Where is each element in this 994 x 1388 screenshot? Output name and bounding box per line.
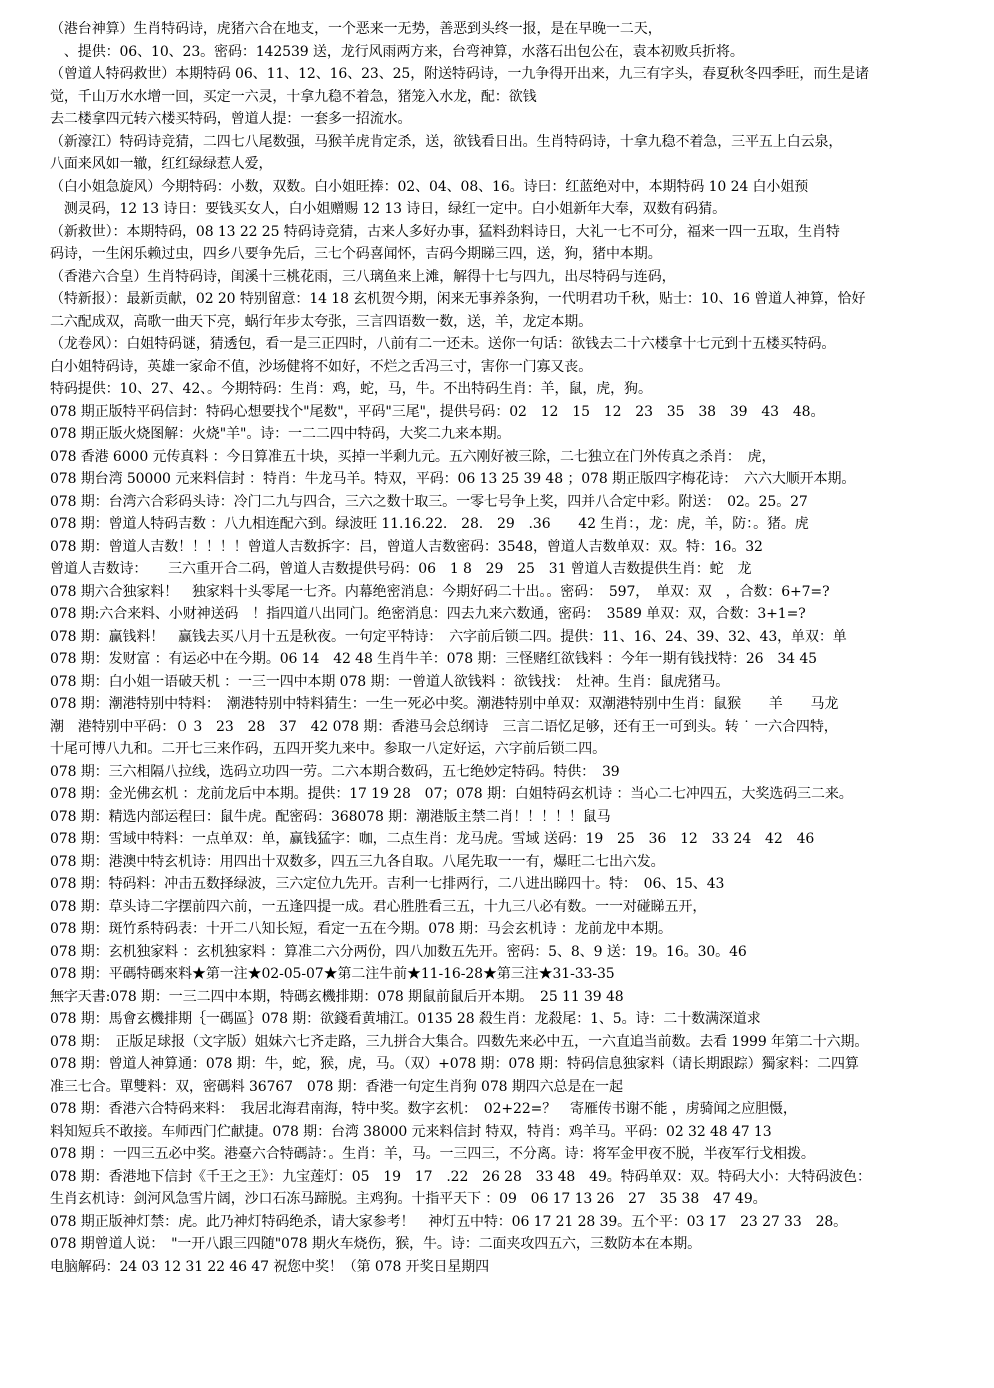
text-line: 潮 港特别中平码：０ 3 23 28 37 42 078 期：香港马会总纲诗 三言二语忆足够，还有王一可到头。转 ˙ 一六合四特，: [50, 718, 838, 735]
text-line: 觉，千山万水水增一回，买定一六灵，十拿九稳不着急，猪笼入水龙，配：欲钱: [50, 88, 537, 105]
text-line: 078 期台湾 50000 元来料信封 ：特肖：牛龙马羊。特双，平码：06 13 25 39 48 ；078 期正版四字梅花诗： 六六大顺开本期。: [50, 471, 856, 487]
text-line: 二六配成双，高歌一曲天下亮，蜗行年步太夸张，三言四语数一数，送，羊，龙定本期。: [50, 313, 593, 330]
text-line: 078 期正版神灯禁：虎。此乃神灯特码绝杀，请大家参考！ 神灯五中特：06 17 21 28 39。五个平：03 17 23 27 33 28。: [50, 1213, 848, 1230]
text-line: 078 期：曾道人吉数！！！！！曾道人吉数拆字：吕，曾道人吉数密码：3548，曾道人吉数单双：双。特：16。32: [50, 538, 763, 555]
text-line: 078 期曾道人说： "一开八跟三四随"078 期火车烧伤，猴，牛。诗：二面夹攻四五六，三数防本在本期。: [50, 1236, 702, 1252]
text-line: 078 期 ：一四三五必中奖。港臺六合特碼詩：。生肖：羊，马。一三四三，不分离。诗：将军金甲夜不脱，半夜军行戈相拨。: [50, 1146, 815, 1162]
text-line: 078 期：三六相隔八拉线，选码立功四一劳。二六本期合数码，五七绝妙定特码。特供： 39: [50, 763, 620, 780]
text-line: 特码提供：10、27、42、。今期特码：生肖：鸡，蛇，马，牛。不出特码生肖：羊，鼠，虎，狗。: [50, 381, 652, 397]
text-line: 078 期： 正版足球报（文字版）姐妹六七齐走路，三九拼合大集合。四数先来必中五，一六直追当前数。去看 1999 年第二十六期。: [50, 1033, 869, 1050]
text-line: 曾道人吉数诗： 三六重开合二码，曾道人吉数提供号码：06 1 8 29 25 31 曾道人吉数提供生肖：蛇 龙: [50, 561, 752, 577]
text-line: 078 期：雪域中特料：一点单双：单，赢钱猛字：咖，二点生肖：龙马虎。雪域 送码：19 25 36 12 33 24 42 46: [50, 831, 815, 847]
text-line: （新救世）：本期特码，08 13 22 25 特码诗竞猜，古来人多好办事，猛料劲料诗日，大礼一七不可分，福来一四一五取，生肖特: [50, 223, 840, 240]
text-line: 無字天書:078 期：一三二四中本期，特碼玄機排期：078 期鼠前鼠后开本期。 25 11 39 48: [50, 988, 624, 1005]
text-line: 078 期正版特平码信封：特码心想要找个"尾数"，平码"三尾"，提供号码：02 12 15 12 23 35 38 39 43 48。: [50, 403, 825, 420]
text-line: 078 期：香港地下信封《千王之王》：九宝莲灯：05 19 17 .22 26 28 33 48 49。特码单双：双。特码大小：大特码波色：: [50, 1168, 871, 1185]
text-line: 078 期：平碼特碼來料★第一注★02-05-07★第二注牛前★11-16-28★第三注★31-33-35: [50, 966, 615, 982]
text-line: （龙卷风）：白姐特码谜，猜透包，看一是三正四时，八前有二一还未。送你一句话：欲钱去二十六楼拿十七元到十五楼买特码。: [50, 336, 836, 352]
text-line: 码诗，一生闲乐赖过虫，四乡八要争先后，三七个码喜闻怀，吉码今期睇三四，送，狗，猪中本期。: [50, 246, 662, 262]
text-line: （港台神算）生肖特码诗，虎猪六合在地支，一个恶来一无势，善恶到头终一报，是在早晚一二天，: [50, 21, 662, 37]
text-line: 078 期：精选内部运程曰：鼠牛虎。配密码：368078 期：潮港版主禁二肖！！！！！鼠马: [50, 808, 611, 825]
text-line: 078 期：潮港特别中特料： 潮港特别中特料猜生：一生一死必中奖。潮港特别中单双：双潮港特别中生肖：鼠猴 羊 马龙: [50, 696, 839, 712]
text-line: 078 期：特码料：冲击五数择绿波，三六定位九先开。吉利一七排两行，二八进出睇四十。特： 06、15、43: [50, 876, 725, 892]
text-line: 十尾可博八九和。二开七三来作码，五四开奖九来中。参取一八定好运，六字前后锁二四。: [50, 741, 606, 757]
text-line: （曾道人特码救世）本期特码 06、11、12、16、23、25，附送特码诗，一九争得开出来，九三有字头，春夏秋冬四季旺，而生是诸: [50, 66, 869, 82]
text-line: 078 期：台湾六合彩码头诗：冷门二九与四合，三六之数十取三。一零七号争上奖，四并八合定中彩。附送： 02。25。27: [50, 493, 808, 510]
text-line: 去二楼拿四元转六楼买特码，曾道人提：一套多一招流水。: [50, 111, 412, 127]
text-line: 078 期:六合来料、小财神送码 ！指四道八出同门。绝密消息：四去九来六数通，密码： 3589 单双：双，合数：3+1=?: [50, 606, 806, 622]
text-line: 078 期：港澳中特玄机诗：用四出十双数多，四五三九各自取。八尾先取一一有，爆旺二七出六发。: [50, 853, 665, 870]
text-line: 电脑解码：24 03 12 31 22 46 47 祝您中奖！（第 078 开奖日星期四: [50, 1258, 490, 1275]
text-line: 准三七合。單雙料：双，密碼料 36767 078 期：香港一句定生肖狗 078 期四六总是在一起: [50, 1078, 623, 1095]
text-line: 078 香港 6000 元传真料 ：今日算准五十块，买掉一半剩九元。五六刚好被三除，二七独立在门外传真之杀肖： 虎，: [50, 448, 776, 465]
text-line: 078 期：斑竹系特码表：十开二八知长短，看定一五在今期。078 期：马会玄机诗 ：龙前龙中本期。: [50, 921, 672, 937]
text-line: 078 期正版火烧图解：火烧"羊"。诗：一二二四中特码，大奖二九来本期。: [50, 426, 511, 442]
text-line: 078 期六合独家料！ 独家料十头零尾一七齐。内幕绝密消息：今期好码二十出。。密码： 597， 单双：双 ，合数：6+7=?: [50, 583, 830, 600]
text-line: （特新报）：最新贡献，02 20 特别留意：14 18 玄机贺今期，闲来无事养条狗，一代明君功千秋，贴士：10、16 曾道人神算，恰好: [50, 291, 866, 307]
text-line: 生肖玄机诗：剑河风急雪片阔，沙口石冻马蹄脱。主鸡狗。十指平天下 ：09 06 17 13 26 27 35 38 47 49。: [50, 1191, 767, 1207]
text-line: 078 期：香港六合特码来料： 我居北海君南海，特中奖。数字玄机： 02+22=？ 寄雁传书谢不能 ，虏骑闻之应胆慑，: [50, 1101, 797, 1117]
text-line: 078 期：曾道人神算通：078 期：牛，蛇，猴，虎，马。（双）+078 期：078 期：特码信息独家料（请长期跟踪）獨家料：二四算: [50, 1056, 859, 1072]
text-line: 078 期：金光佛玄机 ：龙前龙后中本期。提供：17 19 28 07；078 期：白姐特码玄机诗 ：当心二七冲四五，大奖选码三二来。: [50, 786, 853, 802]
text-line: 078 期：玄机独家料 ：玄机独家料 ：算准二六分两份，四八加数五先开。密码：5、8、9 送：19。16。30。46: [50, 943, 747, 960]
text-line: 078 期：馬會玄機排期｛一碼區｝078 期：欲錢看黄埔江。0135 28 殺生肖：龙殺尾：1、5。诗：二十数满深道求: [50, 1011, 761, 1027]
text-line: 、提供：06、10、23。密码：142539 送，龙行风雨两方来，台弯神算，水落石出包公在，袁本初败兵折将。: [50, 43, 744, 60]
text-line: 078 期：白小姐一语破天机 ：一三一四中本期 078 期：一曾道人欲钱料 ：欲钱找： 灶神。生肖：鼠虎猪马。: [50, 673, 730, 690]
text-line: 078 期：草头诗二字摆前四六前，一五逢四提一成。君心胜胜看三五，十九三八必有数。一一对碰睇五开，: [50, 898, 707, 915]
text-line: （香港六合皇）生肖特码诗，闺溪十三桃花雨，三八璃鱼来上滩，解得十七与四九，出尽特码与连码，: [50, 268, 676, 285]
text-line: 078 期：发财富 ：有运必中在今期。06 14 42 48 生肖牛羊：078 期：三怪赌红欲钱料 ：今年一期有钱找特：26 34 45: [50, 651, 817, 667]
text-line: 八面来风如一辙，红红绿绿惹人爱，: [50, 156, 273, 172]
text-line: 078 期：赢钱料！ 赢钱去买八月十五是秋夜。一句定平特诗： 六字前后锁二四。提供：11、16、24、39、32、43，单双：单: [50, 628, 847, 645]
text-line: 测灵码，12 13 诗日：要钱买女人，白小姐赠赐 12 13 诗日，绿红一定中。白小姐新年大奉，双数有码猜。: [50, 201, 727, 217]
text-line: 白小姐特码诗，英雄一家命不值，沙场健将不如好，不烂之舌冯三寸，害你一门寡又丧。: [50, 358, 593, 375]
text-line: 078 期：曾道人特码吉数 ：八九相连配六到。绿波旺 11.16.22. 28. 29 .36 42 生肖：，龙：虎，羊，防：。猪。虎: [50, 516, 809, 532]
text-line: （新濠江）特码诗竞猜，二四七八尾数强，马猴羊虎肯定杀，送，欲钱看日出。生肖特码诗，十拿九稳不着急，三平五上白云泉，: [50, 133, 843, 150]
text-line: 料知短兵不敢接。车师西门伫献捷。078 期：台湾 38000 元来料信封 特双，特肖：鸡羊马。平码：02 32 48 47 13: [50, 1123, 772, 1140]
text-line: （白小姐急旋风）今期特码：小数，双数。白小姐旺捧：02、04、08、16。诗曰：红蓝绝对中，本期特码 10 24 白小姐预: [50, 178, 809, 195]
